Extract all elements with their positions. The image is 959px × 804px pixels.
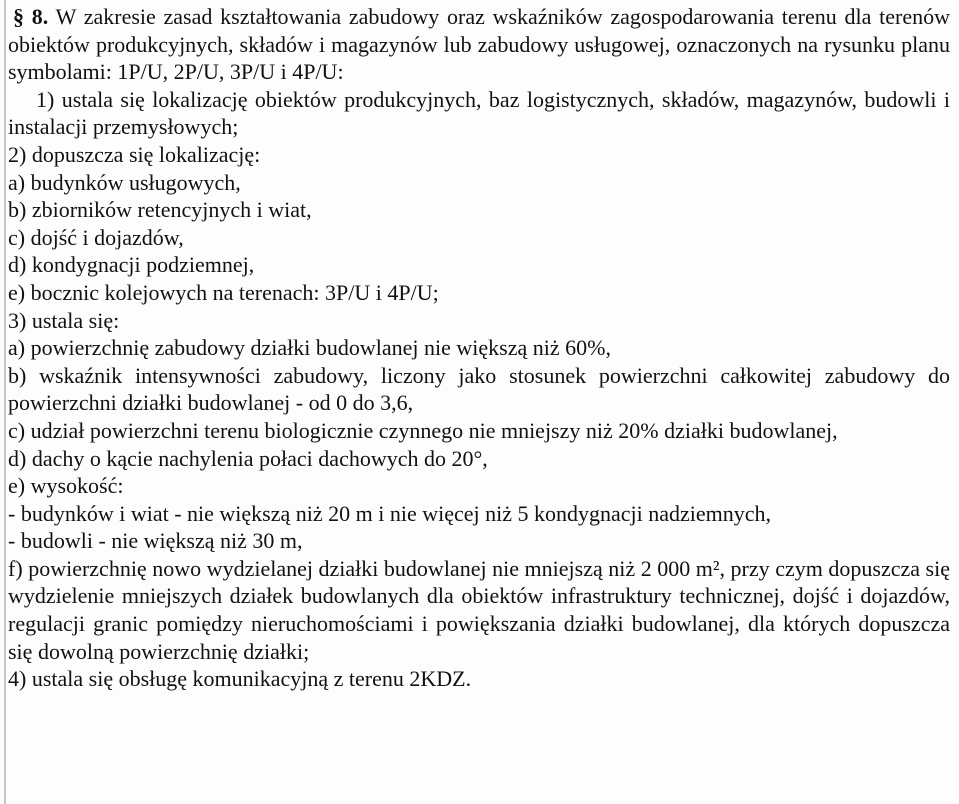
paragraph: d) kondygnacji podziemnej, (8, 252, 255, 278)
paragraph: - budynków i wiat - nie większą niż 20 m i nie więcej niż 5 kondygnacji nadziemnych, (8, 500, 772, 526)
paragraph: a) powierzchnię zabudowy działki budowlanej nie większą niż 60%, (8, 335, 611, 361)
paragraph: § 8. W zakresie zasad kształtowania zabudowy oraz wskaźników zagospodarowania terenu dla terenów obiektów produkcyjnych, składów i magazynów lub zabudowy usługowej, oznaczonych na rysunku planu symbolami: 1P/U, 2P/U, 3P/U i 4P/U: (8, 4, 950, 85)
paragraph: 1) ustala się lokalizację obiektów produkcyjnych, baz logistycznych, składów, magazynów, budowli i instalacji przemysłowych; (8, 86, 950, 140)
section-number: § 8. (13, 4, 49, 29)
paragraph: e) bocznic kolejowych na terenach: 3P/U i 4P/U; (8, 279, 439, 305)
paragraph: 2) dopuszcza się lokalizację: (8, 141, 261, 167)
paragraph: c) dojść i dojazdów, (8, 224, 184, 250)
paragraph: b) zbiorników retencyjnych i wiat, (8, 197, 312, 223)
page-edge-line (4, 0, 6, 804)
paragraph: d) dachy o kącie nachylenia połaci dachowych do 20°, (8, 445, 488, 471)
legal-document (8, 3, 950, 693)
paragraph: 4) ustala się obsługę komunikacyjną z terenu 2KDZ. (8, 666, 472, 692)
paragraph: f) powierzchnię nowo wydzielanej działki budowlanej nie mniejszą niż 2 000 m², przy czym dopuszcza się wydzielenie mniejszych działek budowlanych dla obiektów infrastruktury technicznej, dojść i dojazdów, regulacji granic pomiędzy nieruchomościami i powiększania działki budowlanej, dla których dopuszcza się dowolną powierzchnię działki; (8, 555, 950, 664)
paragraph: c) udział powierzchni terenu biologicznie czynnego nie mniejszy niż 20% działki budowlanej, (8, 417, 838, 443)
paragraph: a) budynków usługowych, (8, 169, 241, 195)
paragraph: b) wskaźnik intensywności zabudowy, liczony jako stosunek powierzchni całkowitej zabudowy do powierzchni działki budowlanej - od 0 do 3,6, (8, 362, 950, 416)
paragraph: e) wysokość: (8, 473, 124, 499)
paragraph: 3) ustala się: (8, 307, 120, 333)
paragraph: - budowli - nie większą niż 30 m, (8, 528, 303, 554)
